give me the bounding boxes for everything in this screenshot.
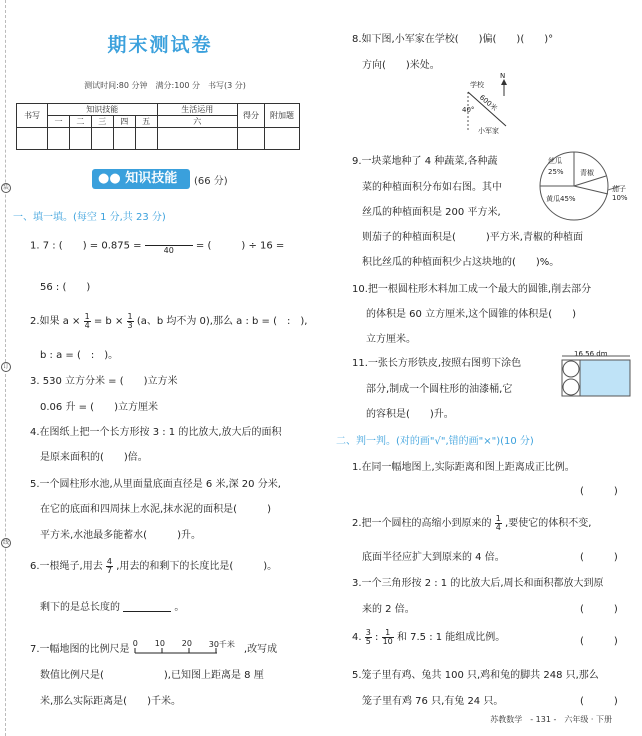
judge-4-fraction-2: $\frac{1}{10}$ — [382, 627, 393, 646]
question-5a: 5.一个圆柱形水池,从里面量底面直径是 6 米,深 20 分米, — [30, 479, 281, 490]
judge-2-text-b: ,要使它的体积不变, — [505, 518, 592, 529]
part2-heading: 二、判一判。(对的画"√",错的画"×")(10 分) — [336, 436, 534, 447]
question-4a: 4.在图纸上把一个长方形按 3 : 1 的比放大,放大后的面积 — [30, 427, 282, 438]
q1-text-c: 56 : ( ) — [40, 282, 91, 293]
score-subcol: 五 — [135, 116, 157, 128]
section-badge-label: 知识技能 — [125, 171, 178, 186]
side-mark-2: 订 — [2, 363, 9, 370]
judge-5a: 5.笼子里有鸡、兔共 100 只,鸡和兔的脚共 248 只,那么 — [352, 670, 599, 681]
question-1 — [30, 236, 284, 255]
q7-text-b: ,改写成 — [243, 644, 278, 655]
question-7d: 米,那么实际距离是( )千米。 — [40, 696, 181, 707]
score-subcol: 四 — [113, 116, 135, 128]
judge-2-answer[interactable]: ( ) — [580, 552, 618, 563]
q6-fraction: $\frac{4}{7}$ — [106, 556, 113, 575]
score-col-shuxie: 书写 — [17, 104, 48, 128]
question-5b: 在它的底面和四周抹上水泥,抹水泥的面积是( ) — [40, 504, 271, 515]
q1-frac-den: 40 — [163, 246, 174, 255]
question-6 — [30, 557, 277, 575]
north-arrow-icon: N — [500, 72, 506, 80]
question-11c: 的容积是( )升。 — [366, 409, 454, 420]
score-cell[interactable] — [157, 128, 237, 150]
section-badge — [92, 169, 190, 189]
q6-line-2: 剩下的是总长度的 。 — [40, 602, 185, 613]
judge-5-answer[interactable]: ( ) — [580, 696, 618, 707]
score-subcol: 六 — [157, 116, 237, 128]
question-3b: 0.06 升 = ( )立方厘米 — [40, 402, 158, 413]
judge-1-answer[interactable]: ( ) — [580, 486, 618, 497]
q2-text-b: = b × — [93, 316, 124, 327]
q11-sheet-figure — [560, 350, 632, 398]
pie-label-huanggua: 黄瓜45% — [546, 195, 576, 203]
scale-bar — [132, 639, 241, 656]
label-school: 学校 — [470, 81, 484, 89]
q2-text-a: 2.如果 a × — [30, 316, 81, 327]
score-cell[interactable] — [69, 128, 91, 150]
score-subcol: 一 — [48, 116, 70, 128]
question-8b: 方向( )米处。 — [362, 60, 440, 71]
question-2 — [30, 312, 307, 330]
scale-tick-10: 10 — [154, 639, 165, 648]
score-col-zhishi: 知识技能 — [48, 104, 158, 116]
question-3a: 3. 530 立方分米 = ( )立方米 — [30, 376, 178, 387]
question-8a: 8.如下图,小军家在学校( )偏( )( )° — [352, 34, 554, 45]
label-home: 小军家 — [478, 127, 499, 135]
part1-heading: 一、填一填。(每空 1 分,共 23 分) — [13, 212, 166, 223]
question-9e: 积比丝瓜的种植面积少占这块地的( )%。 — [362, 257, 560, 268]
judge-3a: 3.一个三角形按 2 : 1 的比放大后,周长和面积都放大到原 — [352, 578, 604, 589]
judge-2 — [352, 514, 591, 532]
badge-dots-icon: ●● — [98, 171, 121, 186]
q2-fraction-2: $\frac{1}{3}$ — [127, 311, 133, 330]
judge-4-text-b: 和 7.5 : 1 能组成比例。 — [396, 632, 506, 643]
judge-4-text-a: 4. — [352, 632, 362, 643]
scale-tick-20: 20 — [181, 639, 192, 648]
test-meta: 测试时间:80 分钟 满分:100 分 书写(3 分) — [84, 81, 246, 90]
question-4b: 是原来面积的( )倍。 — [40, 452, 148, 463]
question-11b: 部分,制成一个圆柱形的油漆桶,它 — [366, 384, 513, 395]
score-col-defen: 得分 — [238, 104, 265, 128]
judge-3b: 来的 2 倍。 — [362, 604, 415, 615]
page-footer: 苏教数学 - 131 - 六年级 · 下册 — [490, 715, 612, 724]
score-subcol: 二 — [69, 116, 91, 128]
judge-4 — [352, 628, 505, 646]
score-col-fujia: 附加题 — [265, 104, 300, 128]
score-cell[interactable] — [265, 128, 300, 150]
question-10c: 立方厘米。 — [366, 334, 416, 345]
pie-label-sigua-pct: 25% — [548, 168, 564, 176]
sheet-dimension-label: 16.56 dm — [574, 350, 608, 358]
page-title: 期末测试卷 — [107, 34, 213, 56]
score-cell[interactable] — [48, 128, 70, 150]
score-table — [16, 103, 300, 150]
score-cell[interactable] — [135, 128, 157, 150]
q1-text-b: = ( ) ÷ 16 = — [195, 240, 285, 252]
section-points: (66 分) — [194, 176, 228, 187]
judge-2-text-a: 2.把一个圆柱的高缩小到原来的 — [352, 518, 492, 529]
label-angle: 40° — [462, 106, 475, 114]
question-9c: 丝瓜的种植面积是 200 平方米, — [362, 207, 501, 218]
pie-label-qiezi: 茄子 — [612, 185, 626, 193]
side-mark-3: 线 — [2, 539, 9, 546]
scale-tick-30: 30千米 — [208, 640, 235, 649]
question-9d: 则茄子的种植面积是( )平方米,青椒的种植面 — [362, 232, 583, 243]
question-11a: 11.一张长方形铁皮,按照右图剪下涂色 — [352, 358, 522, 369]
q1-blank-fraction[interactable] — [145, 236, 193, 255]
score-cell[interactable] — [91, 128, 113, 150]
pie-label-qingjiao: 青椒 — [580, 169, 594, 177]
score-cell[interactable] — [238, 128, 265, 150]
pie-label-sigua: 丝瓜 — [548, 157, 562, 165]
judge-4-sep: : — [375, 632, 379, 643]
judge-2-fraction: $\frac{1}{4}$ — [495, 513, 501, 532]
q2-fraction-1: $\frac{1}{4}$ — [84, 311, 90, 330]
judge-4-answer[interactable]: ( ) — [580, 636, 618, 647]
score-col-shenghuo: 生活运用 — [157, 104, 237, 116]
judge-5b: 笼子里有鸡 76 只,有兔 24 只。 — [362, 696, 504, 707]
side-mark-1: 装 — [2, 184, 9, 191]
q2-text-c: (a、b 均不为 0),那么 a : b = ( : ), — [136, 316, 308, 327]
question-9a: 9.一块菜地种了 4 种蔬菜,各种蔬 — [352, 156, 498, 167]
judge-3-answer[interactable]: ( ) — [580, 604, 618, 615]
judge-1: 1.在同一幅地图上,实际距离和图上距离成正比例。 — [352, 462, 575, 473]
q6-text-a: 6.一根绳子,用去 — [30, 561, 103, 572]
label-distance: 600米 — [477, 93, 499, 113]
q2-text-d: b : a = ( : )。 — [40, 350, 119, 361]
q9-pie-figure — [534, 150, 632, 222]
judge-4-fraction-1: $\frac{3}{5}$ — [365, 627, 371, 646]
score-cell[interactable] — [17, 128, 48, 150]
q8-direction-figure — [448, 72, 538, 138]
score-subcol: 三 — [91, 116, 113, 128]
q6-text-c: 剩下的是总长度的 — [40, 602, 120, 613]
q6-text-b: ,用去的和剩下的长度比是( )。 — [116, 561, 278, 572]
q1-text-a: 1. 7 : ( ) = 0.875 = — [30, 240, 142, 252]
score-cell[interactable] — [113, 128, 135, 150]
question-7 — [30, 640, 277, 656]
question-9b: 菜的种植面积分布如右图。其中 — [362, 182, 502, 193]
question-10b: 的体积是 60 立方厘米,这个圆锥的体积是( ) — [366, 309, 577, 320]
pie-label-qiezi-pct: 10% — [612, 194, 628, 202]
judge-2c: 底面半径应扩大到原来的 4 倍。 — [362, 552, 505, 563]
scale-tick-0: 0 — [132, 639, 138, 648]
question-7c: 数值比例尺是( ),已知图上距离是 8 厘 — [40, 670, 264, 681]
q7-text-a: 7.一幅地图的比例尺是 — [30, 644, 130, 655]
question-5c: 平方米,水池最多能蓄水( )升。 — [40, 530, 201, 541]
question-10a: 10.把一根圆柱形木料加工成一个最大的圆锥,削去部分 — [352, 284, 592, 295]
q6-blank-fraction[interactable] — [123, 602, 171, 612]
